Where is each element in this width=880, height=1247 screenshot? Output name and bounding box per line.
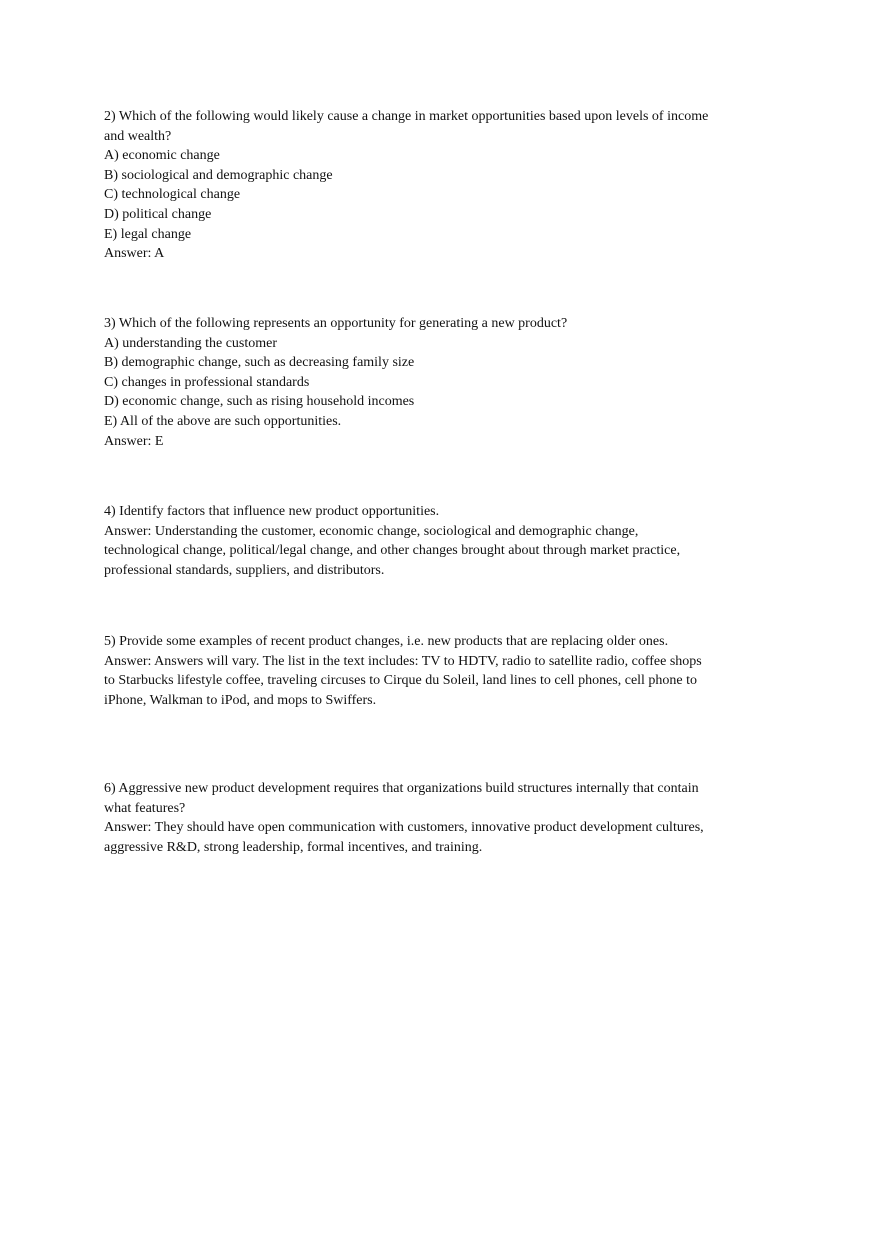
- option-c: C) technological change: [104, 187, 241, 203]
- option-d: D) political change: [104, 206, 212, 222]
- question-6: [104, 779, 714, 857]
- question-text: 3) Which of the following represents an opportunity for generating a new product?: [104, 316, 568, 331]
- option-b: B) sociological and demographic change: [104, 167, 333, 183]
- option-c: C) changes in professional standards: [104, 374, 310, 390]
- question-text: 4) Identify factors that influence new product opportunities.: [104, 504, 440, 519]
- question-4: [104, 502, 714, 580]
- option-d: D) economic change, such as rising household incomes: [104, 394, 415, 410]
- question-3: [104, 314, 714, 451]
- answer: Answer: They should have open communication with customers, innovative product development cultures, aggressive R&D, strong leadership, formal incentives, and training.: [104, 820, 704, 855]
- question-text: 6) Aggressive new product development requires that organizations build structures internally that contain what features?: [104, 781, 699, 816]
- answer: Answer: Understanding the customer, economic change, sociological and demographic change, technological change, political/legal change, and other changes brought about through market practice, professional standards, suppliers, and distributors.: [104, 523, 681, 578]
- question-5: [104, 632, 714, 710]
- answer: Answer: A: [104, 246, 165, 262]
- option-e: E) legal change: [104, 226, 192, 242]
- answer: Answer: Answers will vary. The list in the text includes: TV to HDTV, radio to satellite radio, coffee shops to Starbucks lifestyle coffee, traveling circuses to Cirque du Soleil, land lines to cell phones, cell phone to iPhone, Walkman to iPod, and mops to Swiffers.: [104, 653, 702, 708]
- question-2: [104, 107, 714, 264]
- option-e: E) All of the above are such opportunities.: [104, 413, 342, 429]
- question-text: 5) Provide some examples of recent product changes, i.e. new products that are replacing older ones.: [104, 634, 669, 649]
- option-b: B) demographic change, such as decreasing family size: [104, 355, 415, 371]
- option-a: A) understanding the customer: [104, 335, 278, 351]
- question-text: 2) Which of the following would likely cause a change in market opportunities based upon levels of income and wealth?: [104, 109, 709, 144]
- option-a: A) economic change: [104, 148, 220, 164]
- answer: Answer: E: [104, 433, 164, 449]
